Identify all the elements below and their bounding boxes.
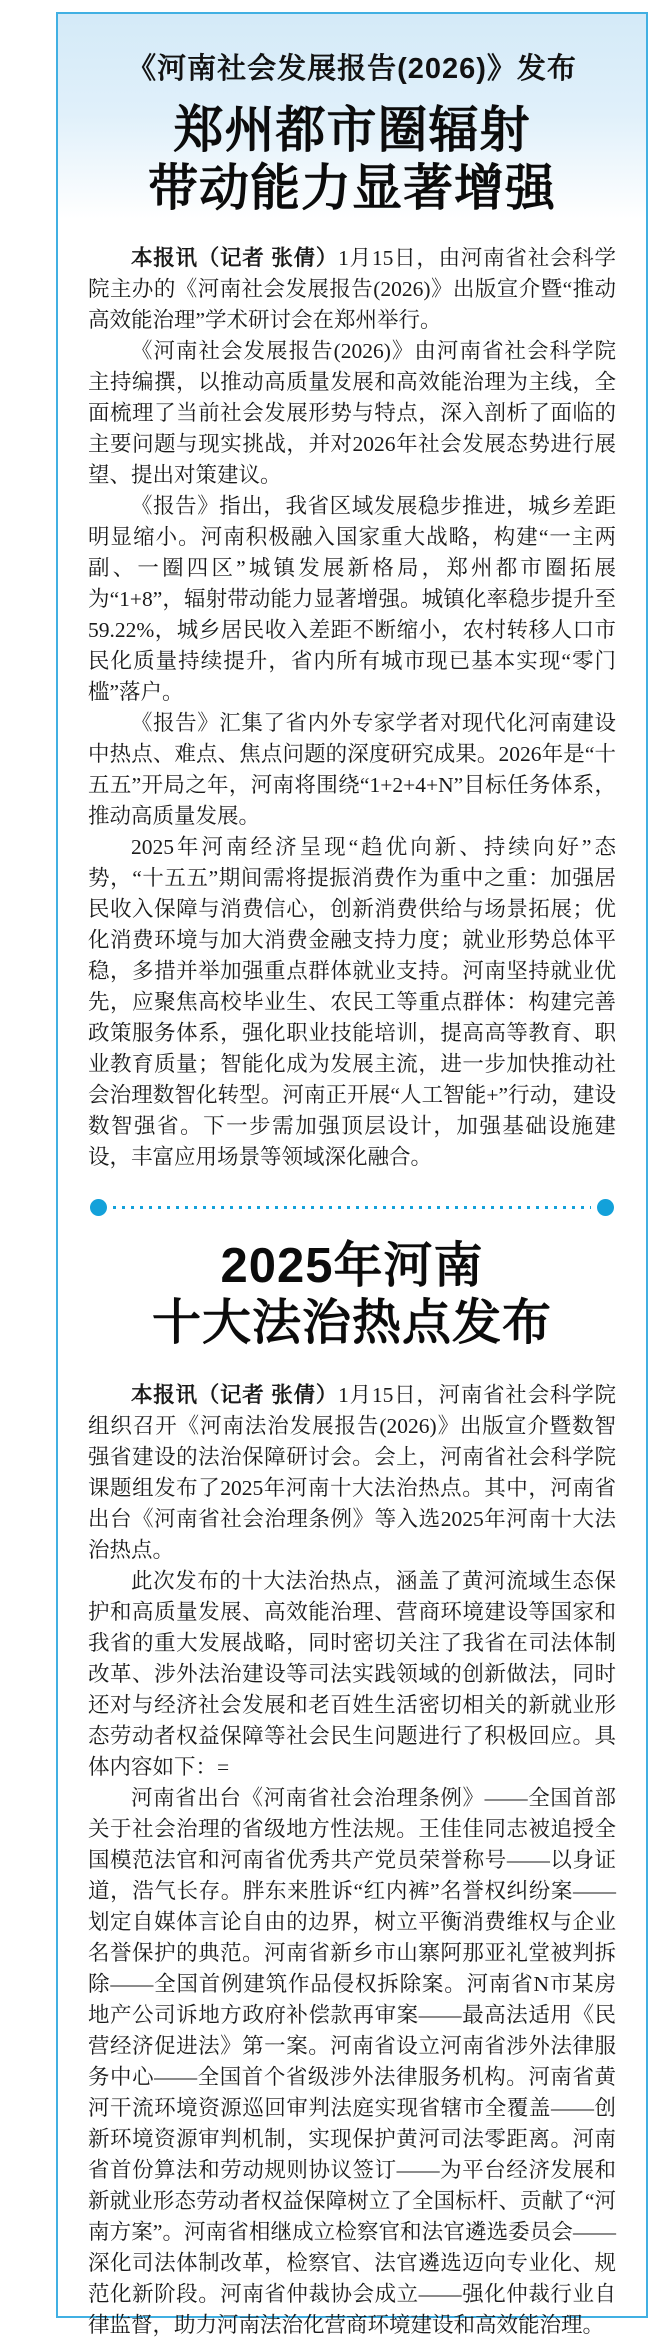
paragraph — [88, 1380, 616, 1566]
byline-lead: 本报讯（记者 张倩） — [131, 246, 339, 270]
article1-body — [88, 243, 616, 1173]
divider-dotted-line — [113, 1206, 591, 1209]
byline-lead: 本报讯（记者 张倩） — [131, 1382, 339, 1407]
paragraph — [88, 243, 616, 336]
paragraph: 此次发布的十大法治热点，涵盖了黄河流域生态保护和高质量发展、高效能治理、营商环境建设等国家和我省的重大发展战略，同时密切关注了我省在司法体制改革、涉外法治建设等司法实践领域的创新做法，同时还对与经济社会发展和老百姓生活密切相关的新就业形态劳动者权益保障等社会民生问题进行了积极回应。具体内容如下：= — [88, 1568, 616, 1779]
article1-title-line2: 带动能力显著增强 — [148, 160, 556, 216]
paragraph: 《河南社会发展报告(2026)》由河南省社会科学院主持编撰，以推动高质量发展和高效能治理为主线，全面梳理了当前社会发展形势与特点，深入剖析了面临的主要问题与现实挑战，并对2026年社会发展态势进行展望、提出对策建议。 — [88, 339, 616, 487]
divider-dot-left-icon — [90, 1199, 107, 1216]
article1-title — [88, 101, 616, 217]
section-divider — [90, 1199, 614, 1216]
paragraph: 河南省出台《河南省社会治理条例》——全国首部关于社会治理的省级地方性法规。王佳佳同志被追授全国模范法官和河南省优秀共产党员荣誉称号——以身证道，浩气长存。胖东来胜诉“红内裤”名誉权纠纷案——划定自媒体言论自由的边界，树立平衡消费维权与企业名誉保护的典范。河南省新乡市山寨阿那亚礼堂被判拆除——全国首例建筑作品侵权拆除案。河南省N市某房地产公司诉地方政府补偿款再审案——最高法适用《民营经济促进法》第一案。河南省设立河南省涉外法律服务中心——全国首个省级涉外法律服务机构。河南省黄河干流环境资源巡回审判法庭实现省辖市全覆盖——创新环境资源审判机制，实现保护黄河司法零距离。河南省首份算法和劳动规则协议签订——为平台经济发展和新就业形态劳动者权益保障树立了全国标杆、贡献了“河南方案”。河南省相继成立检察官和法官遴选委员会——深化司法体制改革，检察官、法官遴选迈向专业化、规范化新阶段。河南省仲裁协会成立——强化仲裁行业自律监督，助力河南法治化营商环境建设和高效能治理。 — [88, 1785, 616, 2337]
article1-title-line1: 郑州都市圈辐射 — [173, 102, 531, 158]
article2-title-line2: 十大法治热点发布 — [151, 1295, 552, 1350]
paragraph: 《报告》指出，我省区域发展稳步推进，城乡差距明显缩小。河南积极融入国家重大战略，构建“一主两副、一圈四区”城镇发展新格局，郑州都市圈拓展为“1+8”，辐射带动能力显著增强。城镇化率稳步提升至59.22%，城乡居民收入差距不断缩小，农村转移人口市民化质量持续提升，省内所有城市现已基本实现“零门槛”落户。 — [88, 494, 616, 704]
paragraph: 2025年河南经济呈现“趋优向新、持续向好”态势，“十五五”期间需将提振消费作为重中之重：加强居民收入保障与消费信心，创新消费供给与场景拓展；优化消费环境与加大消费金融支持力度；就业形势总体平稳，多措并举加强重点群体就业支持。河南坚持就业优先，应聚焦高校毕业生、农民工等重点群体：构建完善政策服务体系，强化职业技能培训，提高高等教育、职业教育质量；智能化成为发展主流，进一步加快推动社会治理数智化转型。河南正开展“人工智能+”行动，建设数智强省。下一步需加强顶层设计，加强基础设施建设，丰富应用场景等领域深化融合。 — [88, 835, 616, 1169]
article2-title-line1: 2025年河南 — [220, 1239, 484, 1293]
article2-title — [88, 1238, 616, 1352]
article2-body — [88, 1380, 616, 2341]
article1-kicker: 《河南社会发展报告(2026)》发布 — [127, 53, 577, 85]
article-box — [56, 12, 648, 2337]
paragraph-text: 1月15日，河南省社会科学院组织召开《河南法治发展报告(2026)》出版宣介暨数智强省建设的法治保障研讨会。会上，河南省社会科学院课题组发布了2025年河南十大法治热点。其中，河南省出台《河南省社会治理条例》等入选2025年河南十大法治热点。 — [88, 1382, 616, 1562]
paragraph-text: 1月15日，由河南省社会科学院主办的《河南社会发展报告(2026)》出版宣介暨“推动高效能治理”学术研讨会在郑州举行。 — [88, 246, 616, 332]
paragraph: 《报告》汇集了省内外专家学者对现代化河南建设中热点、难点、焦点问题的深度研究成果。2026年是“十五五”开局之年，河南将围绕“1+2+4+N”目标任务体系，推动高质量发展。 — [88, 711, 616, 828]
divider-dot-right-icon — [597, 1199, 614, 1216]
